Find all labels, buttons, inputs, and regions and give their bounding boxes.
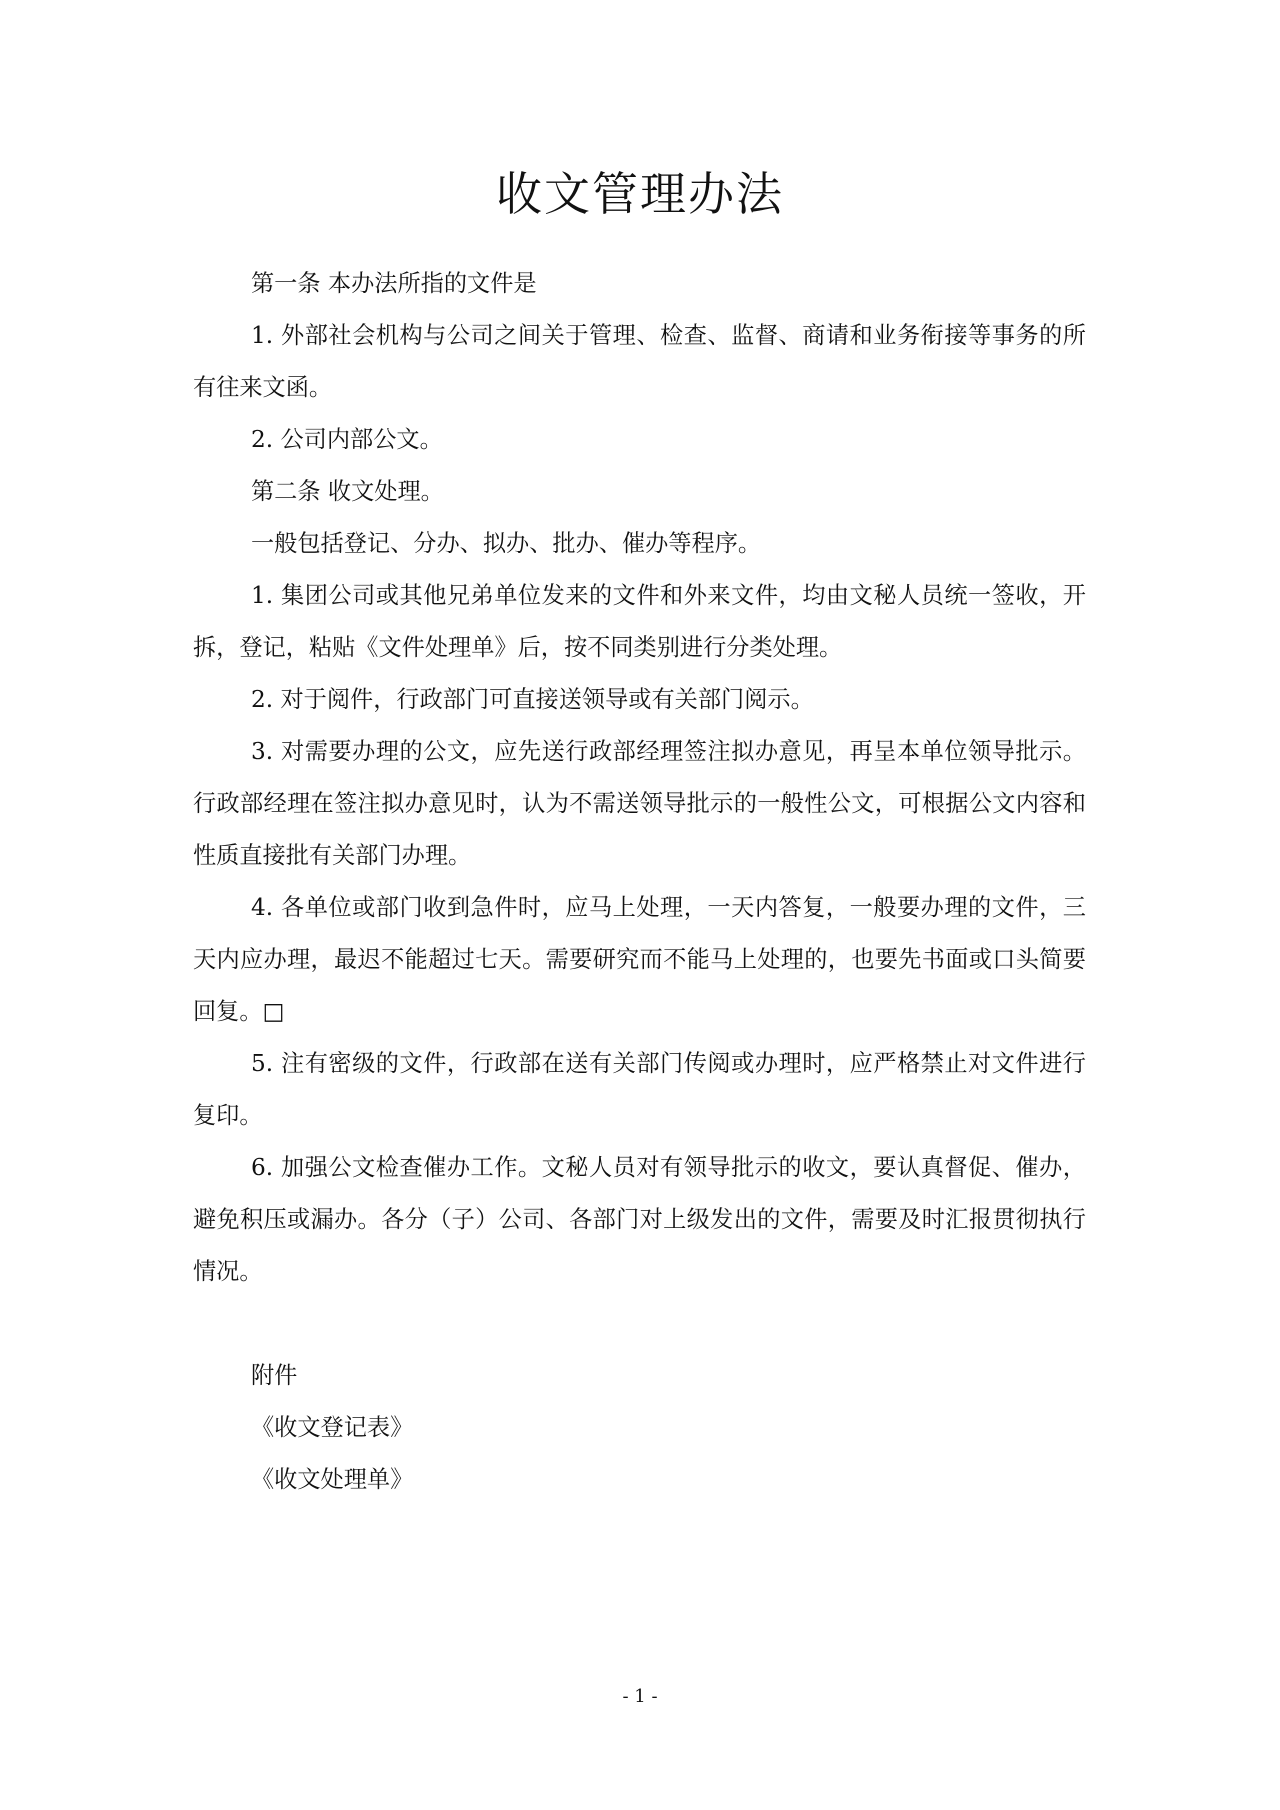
article-2-intro: 一般包括登记、分办、拟办、批办、催办等程序。 — [251, 530, 762, 557]
attachment-item: 《收文处理单》 — [251, 1466, 414, 1493]
article-2-heading: 第二条 收文处理。 — [251, 478, 444, 505]
article-2-item-1: 1. 集团公司或其他兄弟单位发来的文件和外来文件，均由文秘人员统一签收，开拆，登记，粘贴《文件处理单》后，按不同类别进行分类处理。 — [193, 582, 1086, 661]
attachment-item: 《收文登记表》 — [251, 1414, 414, 1441]
attachments-heading: 附件 — [251, 1362, 298, 1389]
article-2-item-6: 6. 加强公文检查催办工作。文秘人员对有领导批示的收文，要认真督促、催办，避免积压或漏办。各分（子）公司、各部门对上级发出的文件，需要及时汇报贯彻执行情况。 — [193, 1154, 1086, 1285]
article-2-item-3: 3. 对需要办理的公文，应先送行政部经理签注拟办意见，再呈本单位领导批示。行政部经理在签注拟办意见时，认为不需送领导批示的一般性公文，可根据公文内容和性质直接批有关部门办理。 — [193, 738, 1086, 869]
article-1-item-1: 1. 外部社会机构与公司之间关于管理、检查、监督、商请和业务衔接等事务的所有往来文函。 — [193, 322, 1086, 401]
article-2-item-2: 2. 对于阅件，行政部门可直接送领导或有关部门阅示。 — [251, 686, 814, 713]
article-1-item-2: 2. 公司内部公文。 — [251, 426, 443, 453]
page-number: - 1 - — [622, 1686, 658, 1707]
document-body — [193, 258, 1086, 1506]
article-2-item-4: 4. 各单位或部门收到急件时，应马上处理，一天内答复，一般要办理的文件，三天内应办理，最迟不能超过七天。需要研究而不能马上处理的，也要先书面或口头简要回复。□ — [193, 894, 1086, 1025]
article-1-heading: 第一条 本办法所指的文件是 — [251, 270, 537, 297]
document-title: 收文管理办法 — [496, 167, 784, 221]
article-2-item-5: 5. 注有密级的文件，行政部在送有关部门传阅或办理时，应严格禁止对文件进行复印。 — [193, 1050, 1086, 1129]
